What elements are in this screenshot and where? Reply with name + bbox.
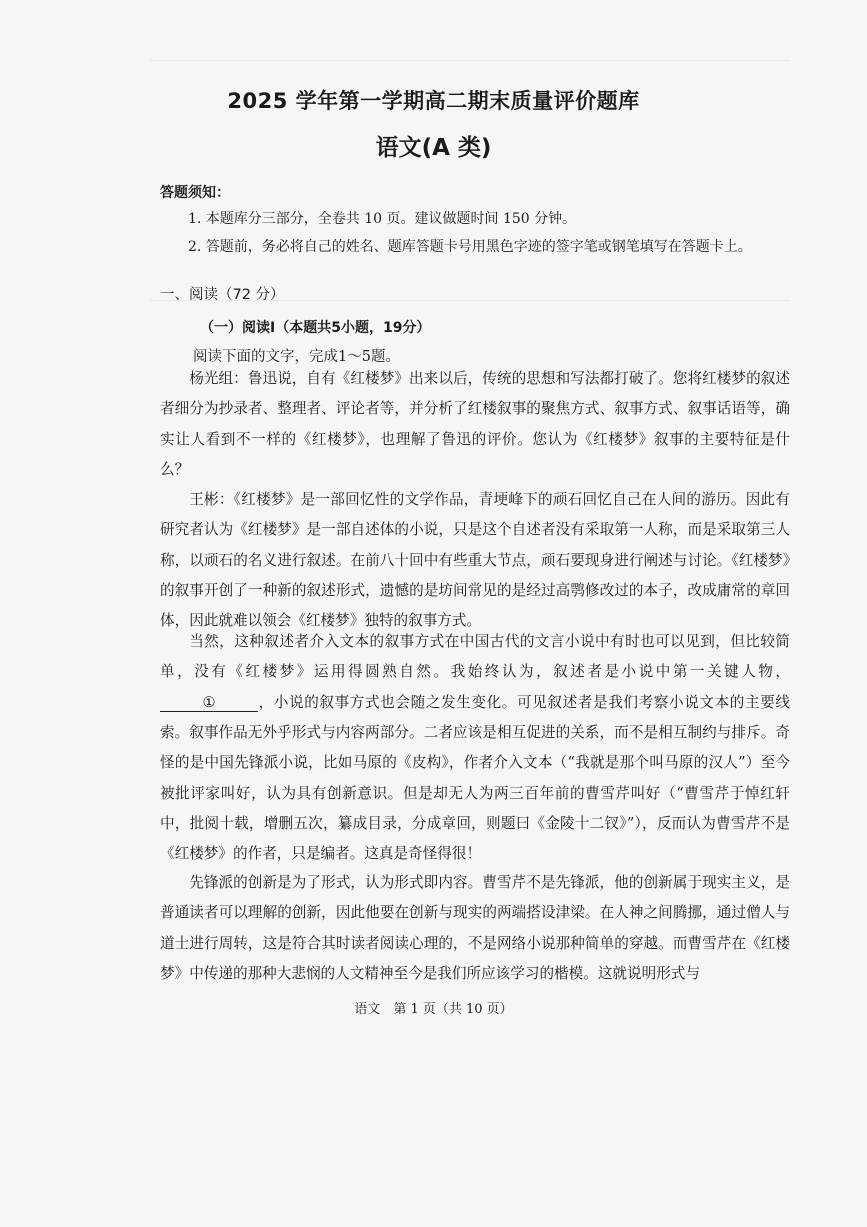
passage-text: 当然，这种叙述者介入文本的叙事方式在中国古代的文言小说中有时也可以见到，但比较简单，没有《红楼梦》运用得圆熟自然。我始终认为，叙述者是小说中第一关键人物，	[160, 633, 790, 681]
passage-paragraph: 先锋派的创新是为了形式，认为形式即内容。曹雪芹不是先锋派，他的创新属于现实主义，是普通读者可以理解的创新，因此他要在创新与现实的两端搭设津梁。在人神之间腾挪，通过僧人与道士进行周转，这是符合其时读者阅读心理的，不是网络小说那种简单的穿越。而曹雪芹在《红楼梦》中传递的那种大悲悯的人文精神至今是我们所应该学习的楷模。这就说明形式与	[160, 874, 790, 982]
passage-paragraph: 叙事作品无外乎形式与内容两部分。二者应该是相互促进的关系，而不是相互制约与排斥。奇怪的是中国先锋派小说，比如马原的《皮构》，作者介入文本（“我就是那个叫马原的汉人”）至今被批评家叫好，认为具有创新意识。但是却无人为两三百年前的曹雪芹叫好（“曹雪芹于悼红轩中，批阅十载，增删五次，纂成目录，分成章回，则题曰《金陵十二钗》”），反而认为曹雪芹不是《红楼梦》的作者，只是编者。这真是奇怪得很！	[160, 724, 790, 863]
passage-paragraph: 王彬：《红楼梦》是一部回忆性的文学作品，青埂峰下的顽石回忆自己在人间的游历。因此有研究者认为《红楼梦》是一部自述体的小说，只是这个自述者没有采取第一人称，而是采取第三人称，以顽石的名义进行叙述。在前八十回中有些重大节点，顽石要现身进行阐述与讨论。《红楼梦》的叙事开创了一种新的叙述形式，遗憾的是坊间常见的是经过高鹗修改过的本子，改成庸常的章回体，因此就难以领会《红楼梦》独特的叙事方式。	[160, 491, 790, 630]
notice-item: 2. 答题前，务必将自己的姓名、题库答题卡号用黑色字迹的签字笔或钢笔填写在答题卡上。	[188, 239, 752, 255]
exam-subtitle: 语文(A 类)	[375, 135, 492, 161]
section-heading: 一、阅读（72 分）	[160, 287, 285, 303]
exam-title: 2025 学年第一学期高二期末质量评价题库	[227, 89, 640, 113]
passage-paragraph: 杨光组：鲁迅说，自有《红楼梦》出来以后，传统的思想和写法都打破了。您将红楼梦的叙述者细分为抄录者、整理者、评论者等，并分析了红楼叙事的聚焦方式、叙事方式、叙事话语等，确实让人看到不一样的《红楼梦》，也理解了鲁迅的评价。您认为《红楼梦》叙事的主要特征是什么？	[160, 370, 790, 478]
passage-text: ，小说的叙事方式也会随之发生变化。可见叙述者是我们考察小说文本的主要线索。	[160, 693, 790, 741]
reading-instruction: 阅读下面的文字，完成1～5题。	[193, 349, 400, 365]
page-footer: 语文 第 1 页（共 10 页）	[354, 1002, 513, 1017]
notice-item: 1. 本题库分三部分，全卷共 10 页。建议做题时间 150 分钟。	[188, 211, 577, 227]
notice-heading: 答题须知：	[160, 185, 230, 201]
subsection-heading: （一）阅读I（本题共5小题，19分）	[200, 320, 431, 336]
fill-in-blank: ①	[160, 695, 258, 712]
scan-noise	[150, 60, 790, 61]
